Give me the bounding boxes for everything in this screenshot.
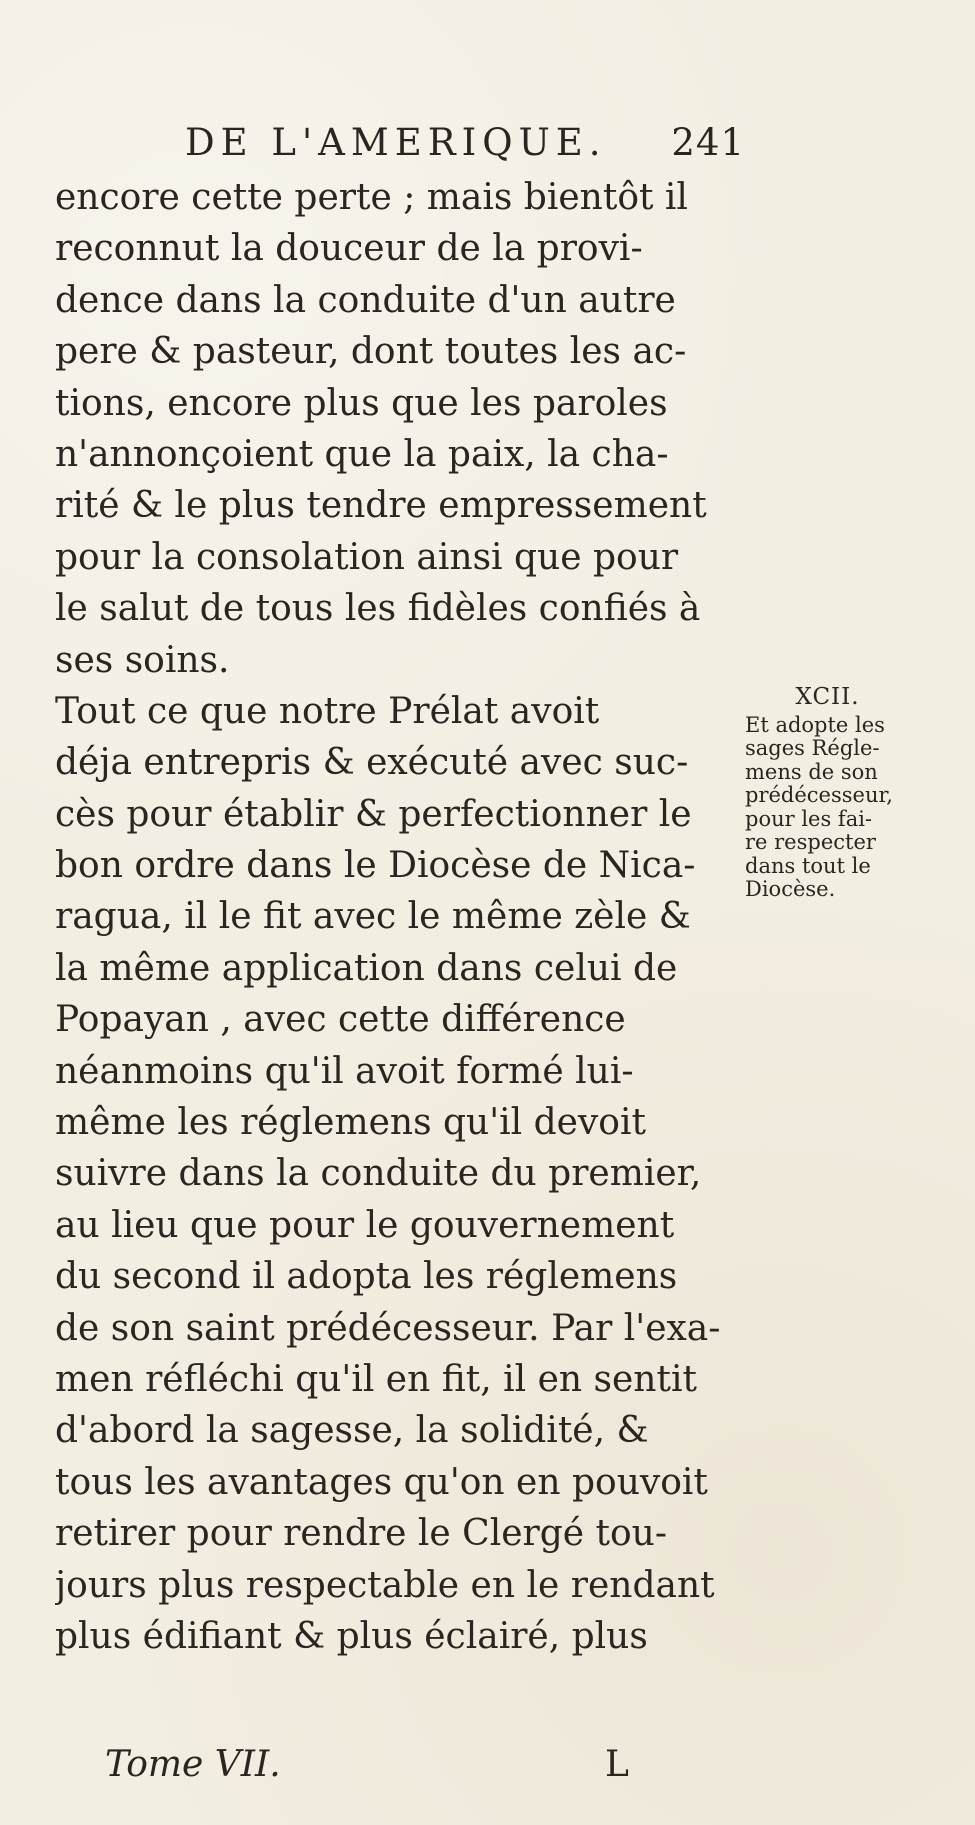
signature-mark: L [605,1744,629,1785]
text-line: dence dans la conduite d'un autre [55,279,676,321]
text-line: suivre dans la conduite du premier, [55,1153,702,1195]
text-line: plus édifiant & plus éclairé, plus [55,1615,648,1657]
margin-note-line: prédécesseur, [745,783,893,807]
margin-note-number: XCII. [795,684,860,710]
margin-note-line: Diocèse. [745,877,836,901]
text-line: Popayan , avec cette différence [55,999,626,1041]
text-line: de son saint prédécesseur. Par l'exa- [55,1307,721,1349]
page-footer [105,1742,645,1788]
body-text [55,172,745,1662]
margin-note [745,686,910,902]
text-line: reconnut la douceur de la provi- [55,228,643,270]
text-line: jours plus respectable en le rendant [55,1564,715,1606]
text-line: déja entrepris & exécuté avec suc- [55,742,689,784]
text-line: rité & le plus tendre empressement [55,485,707,527]
volume-label: Tome VII. [105,1744,281,1785]
margin-note-line: Et adopte les [745,712,885,737]
margin-note-line: sages Régle- [745,736,880,760]
text-line: du second il adopta les réglemens [55,1256,678,1298]
text-line: encore cette perte ; mais bientôt il [55,177,688,218]
margin-note-line: pour les fai- [745,806,873,831]
running-head: DE L'AMERIQUE. [185,121,607,164]
text-line: la même application dans celui de [55,947,678,989]
text-line: Tout ce que notre Prélat avoit [55,690,600,732]
text-line: même les réglemens qu'il devoit [55,1102,646,1144]
text-line: tions, encore plus que les paroles [55,382,668,424]
text-line: ses soins. [55,639,230,681]
text-line: cès pour établir & perfectionner le [55,793,692,835]
text-line: d'abord la sagesse, la solidité, & [55,1410,649,1452]
text-line: le salut de tous les fidèles confiés à [55,588,701,630]
page-header [185,118,745,168]
margin-note-line: dans tout le [745,853,871,878]
text-line: bon ordre dans le Diocèse de Nica- [55,845,696,887]
text-line: pere & pasteur, dont toutes les ac- [55,331,687,373]
text-line: n'annonçoient que la paix, la cha- [55,433,669,475]
text-line: au lieu que pour le gouvernement [55,1204,675,1246]
text-line: retirer pour rendre le Clergé tou- [55,1513,668,1555]
margin-note-line: mens de son [745,759,878,784]
text-line: pour la consolation ainsi que pour [55,536,679,578]
text-line: tous les avantages qu'on en pouvoit [55,1461,708,1503]
margin-note-line: re respecter [745,830,876,854]
text-line: néanmoins qu'il avoit formé lui- [55,1050,634,1092]
page-number: 241 [671,121,745,164]
text-line: men réfléchi qu'il en fit, il en sentit [55,1358,697,1400]
text-line: ragua, il le fit avec le même zèle & [55,896,691,938]
